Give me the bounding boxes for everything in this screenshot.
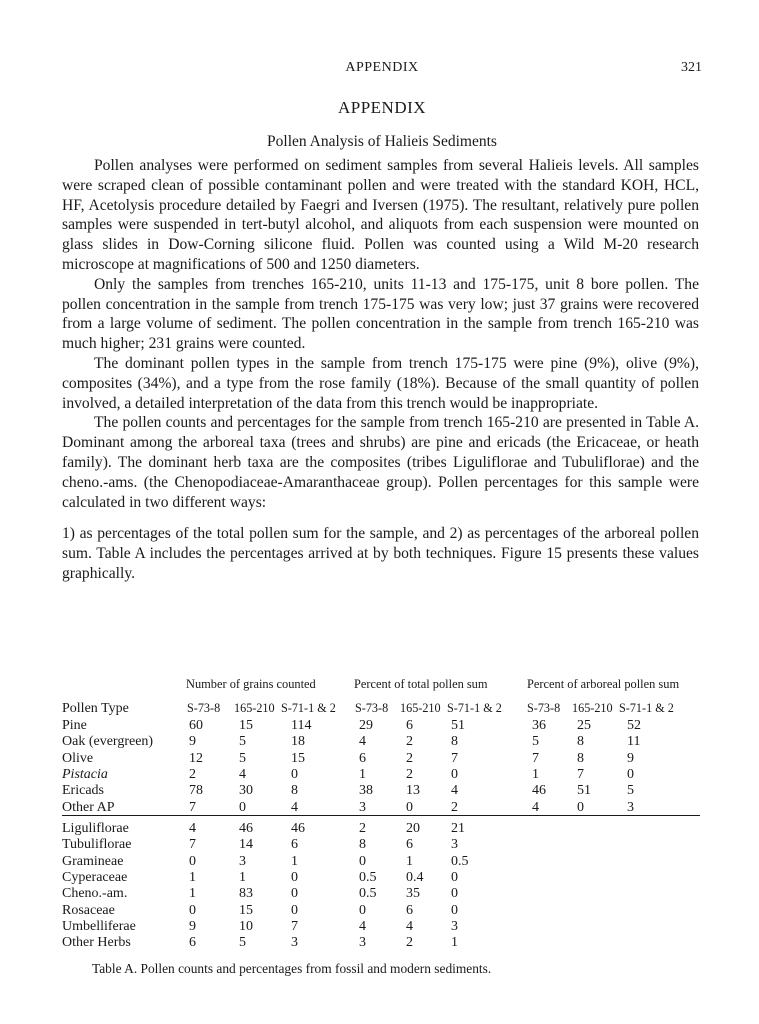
column-header: 165-210 — [400, 701, 441, 715]
column-header: 165-210 — [234, 701, 275, 715]
table-cell: 1 — [239, 869, 246, 885]
table-cell: 38 — [359, 783, 373, 799]
table-cell: 0 — [189, 902, 196, 918]
table-cell: 0 — [451, 869, 458, 885]
table-cell: 20 — [406, 821, 420, 836]
table-cell: 15 — [239, 902, 253, 918]
table-cell: 0 — [451, 902, 458, 918]
pollen-type-label: Oak (evergreen) — [62, 734, 154, 750]
table-cell: 52 — [627, 718, 641, 733]
column-header: 165-210 — [572, 701, 613, 715]
table-cell: 46 — [291, 821, 305, 836]
table-cell: 5 — [239, 750, 246, 766]
table-cell: 7 — [577, 766, 584, 782]
table-row — [62, 734, 702, 751]
table-cell: 6 — [406, 718, 413, 733]
table-cell: 0 — [627, 766, 634, 782]
table-cell: 51 — [451, 718, 465, 733]
pollen-type-label: Other Herbs — [62, 935, 131, 951]
table-cell: 14 — [239, 837, 253, 853]
table-cell: 1 — [189, 886, 196, 902]
paragraph: Only the samples from trenches 165-210, units 11-13 and 175-175, unit 8 bore pollen. The pollen concentration in the sample from trench 175-175 was very low; just 37 grains were recovered from a large volume of sediment. The pollen concentration in the sample from trench 165-210 was much higher; 231 grains were counted. — [62, 275, 699, 353]
table-cell: 1 — [532, 766, 539, 782]
table-cell: 6 — [406, 902, 413, 918]
table-cell: 6 — [359, 750, 366, 766]
table-cell: 0.5 — [451, 853, 469, 869]
table-cell: 78 — [189, 783, 203, 799]
table-row — [62, 783, 702, 800]
table-cell: 2 — [406, 935, 413, 951]
table-cell: 3 — [451, 918, 458, 934]
table-cell: 12 — [189, 750, 203, 766]
table-cell: 1 — [291, 853, 298, 869]
table-cell: 15 — [239, 718, 253, 733]
table-row — [62, 718, 702, 735]
table-cell: 2 — [451, 799, 458, 815]
table-cell: 4 — [239, 766, 246, 782]
group-header-arboreal-percent: Percent of arboreal pollen sum — [527, 677, 680, 691]
table-cell: 4 — [291, 799, 298, 815]
table-cell: 0 — [577, 799, 584, 815]
table-cell: 1 — [451, 935, 458, 951]
pollen-type-label: Cyperaceae — [62, 869, 128, 885]
table-row — [62, 870, 702, 887]
table-cell: 0.5 — [359, 886, 377, 902]
column-header: S-71-1 & 2 — [619, 701, 674, 715]
pollen-type-label: Umbelliferae — [62, 918, 136, 934]
running-head — [62, 60, 702, 80]
table-cell: 3 — [239, 853, 246, 869]
table-cell: 3 — [451, 837, 458, 853]
table-caption: Table A. Pollen counts and percentages from fossil and modern sediments. — [92, 961, 492, 976]
column-header: S-73-8 — [527, 701, 561, 715]
table-cell: 2 — [406, 766, 413, 782]
table-cell: 2 — [359, 821, 366, 836]
table-row — [62, 854, 702, 871]
table-cell: 0 — [359, 853, 366, 869]
table-cell: 3 — [359, 935, 366, 951]
table-cell: 7 — [189, 799, 196, 815]
table-cell: 114 — [291, 718, 312, 733]
table-cell: 83 — [239, 886, 253, 902]
table-cell: 7 — [532, 750, 539, 766]
running-title: APPENDIX — [345, 60, 419, 75]
table-cell: 7 — [189, 837, 196, 853]
table-cell: 9 — [189, 918, 196, 934]
table-cell: 51 — [577, 783, 591, 799]
table-cell: 0 — [291, 886, 298, 902]
table-cell: 46 — [532, 783, 546, 799]
table-cell: 8 — [577, 734, 584, 750]
group-header-total-percent: Percent of total pollen sum — [354, 677, 488, 691]
table-cell: 36 — [532, 718, 546, 733]
pollen-type-label: Other AP — [62, 799, 115, 815]
table-cell: 29 — [359, 718, 373, 733]
table-cell: 35 — [406, 886, 420, 902]
table-cell: 10 — [239, 918, 253, 934]
table-cell: 21 — [451, 821, 465, 836]
column-header: S-71-1 & 2 — [447, 701, 502, 715]
table-cell: 4 — [451, 783, 458, 799]
table-cell: 8 — [291, 783, 298, 799]
section-title: APPENDIX — [337, 98, 427, 117]
pollen-type-label: Cheno.-am. — [62, 886, 128, 902]
table-cell: 0 — [451, 886, 458, 902]
table-cell: 1 — [406, 853, 413, 869]
table-cell: 0 — [291, 902, 298, 918]
table-cell: 0 — [291, 869, 298, 885]
table-cell: 3 — [359, 799, 366, 815]
column-header: S-71-1 & 2 — [281, 701, 336, 715]
table-cell: 3 — [627, 799, 634, 815]
table-cell: 9 — [627, 750, 634, 766]
table-cell: 5 — [627, 783, 634, 799]
table-cell: 6 — [291, 837, 298, 853]
paragraph: The pollen counts and percentages for the sample from trench 165-210 are presented in Table A. Dominant among the arboreal taxa (trees and shrubs) are pine and ericads (the Ericaceae, or heath family). The dominant herb taxa are the composites (tribes Liguliflorae and Tubuliflorae) and the cheno.-ams. (the Chenopodiaceae-Amaranthaceae group). Pollen percentages for this sample were calculated in two different ways: — [62, 414, 699, 511]
pollen-type-header: Pollen Type — [62, 701, 129, 716]
table-cell: 0 — [291, 766, 298, 782]
table-row — [62, 903, 702, 920]
table-cell: 0 — [239, 799, 246, 815]
table-cell: 4 — [359, 918, 366, 934]
table-cell: 15 — [291, 750, 305, 766]
section-subtitle: Pollen Analysis of Halieis Sediments — [267, 133, 497, 150]
table-cell: 13 — [406, 783, 420, 799]
table-cell: 8 — [577, 750, 584, 766]
pollen-type-label: Pistacia — [62, 766, 108, 782]
table-cell: 5 — [239, 734, 246, 750]
table-cell: 25 — [577, 718, 591, 733]
table-cell: 0 — [359, 902, 366, 918]
table-cell: 0.4 — [406, 869, 424, 885]
pollen-type-label: Ericads — [62, 783, 104, 799]
paragraph: Pollen analyses were performed on sediment samples from several Halieis levels. All samples were scraped clean of possible contaminant pollen and were treated with the standard KOH, HCL, HF, Acetolysis procedure detailed by Faegri and Iversen (1975). The resultant, relatively pure pollen samples were suspended in tert-butyl alcohol, and aliquots from each suspension were mounted on glass slides in Dow-Corning silicone fluid. Pollen was counted using a Wild M-20 research microscope at magnifications of 500 and 1250 diameters. — [62, 157, 699, 273]
table-cell: 9 — [189, 734, 196, 750]
column-header: S-73-8 — [355, 701, 389, 715]
paragraph: The dominant pollen types in the sample from trench 175-175 were pine (9%), olive (9%), composites (34%), and a type from the rose family (18%). Because of the small quantity of pollen involved, a detailed interpretation of the data from this trench would be inappropriate. — [62, 354, 699, 412]
column-header: S-73-8 — [187, 701, 221, 715]
page-number: 321 — [681, 60, 702, 75]
table-cell: 4 — [532, 799, 539, 815]
pollen-type-label: Rosaceae — [62, 902, 115, 918]
table-row — [62, 837, 702, 854]
table-cell: 2 — [189, 766, 196, 782]
table-row — [62, 800, 702, 817]
table-cell: 2 — [406, 734, 413, 750]
table-cell: 8 — [359, 837, 366, 853]
table-cell: 1 — [189, 869, 196, 885]
table-cell: 6 — [406, 837, 413, 853]
table-row — [62, 886, 702, 903]
table-cell: 6 — [189, 935, 196, 951]
table-row — [62, 919, 702, 936]
pollen-type-label: Pine — [62, 718, 87, 733]
pollen-type-label: Liguliflorae — [62, 821, 129, 836]
table-cell: 4 — [189, 821, 196, 836]
table-row — [62, 751, 702, 768]
table-cell: 60 — [189, 718, 203, 733]
pollen-type-label: Gramineae — [62, 853, 124, 869]
table-cell: 1 — [359, 766, 366, 782]
table-cell: 8 — [451, 734, 458, 750]
table-cell: 0 — [451, 766, 458, 782]
table-cell: 0 — [406, 799, 413, 815]
table-cell: 2 — [406, 750, 413, 766]
table-cell: 11 — [627, 734, 641, 750]
table-cell: 4 — [406, 918, 413, 934]
table-cell: 7 — [451, 750, 458, 766]
table-cell: 30 — [239, 783, 253, 799]
pollen-type-label: Olive — [62, 750, 94, 766]
pollen-type-label: Tubuliflorae — [62, 837, 132, 853]
table-cell: 0 — [189, 853, 196, 869]
paragraph: 1) as percentages of the total pollen sum for the sample, and 2) as percentages of the arboreal pollen sum. Table A includes the percentages arrived at by both techniques. Figure 15 presents these values graphically. — [62, 525, 699, 582]
table-cell: 5 — [239, 935, 246, 951]
table-cell: 18 — [291, 734, 305, 750]
group-header-grains: Number of grains counted — [186, 677, 316, 691]
table-cell: 4 — [359, 734, 366, 750]
table-cell: 0.5 — [359, 869, 377, 885]
table-cell: 46 — [239, 821, 253, 836]
body-text — [62, 156, 699, 584]
table-cell: 3 — [291, 935, 298, 951]
table-cell: 5 — [532, 734, 539, 750]
table-row — [62, 767, 702, 784]
table-row — [62, 935, 702, 952]
table-cell: 7 — [291, 918, 298, 934]
table-row — [62, 821, 702, 838]
